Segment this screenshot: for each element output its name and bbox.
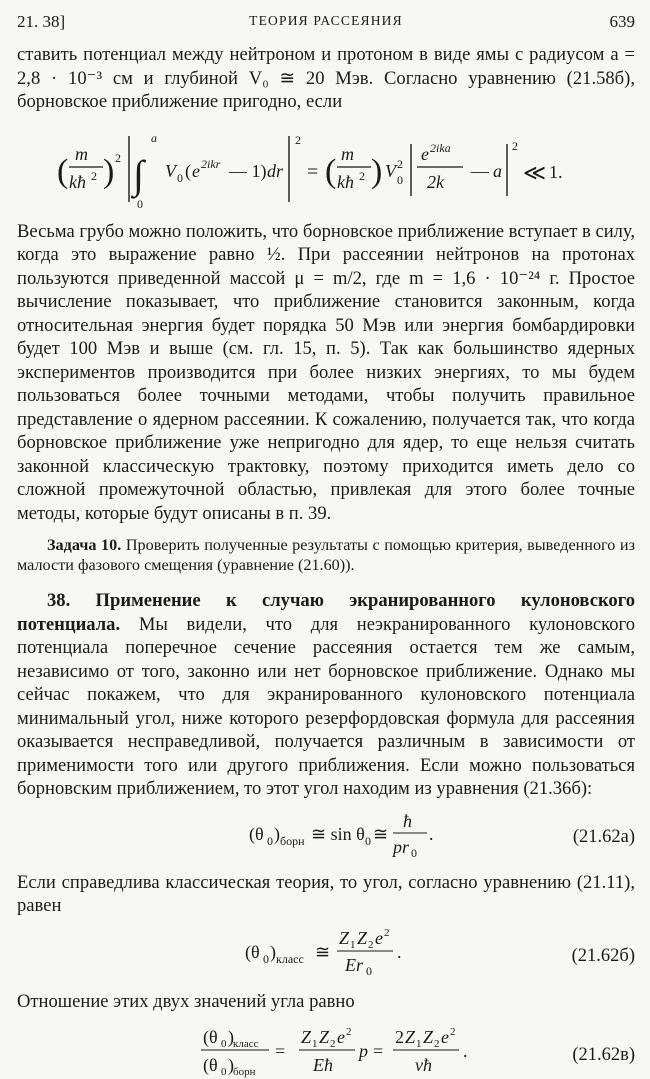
svg-text:Z: Z [423,1027,434,1047]
svg-text:V: V [165,160,176,181]
svg-text:0: 0 [221,1038,227,1050]
svg-text:— 1): — 1) [229,160,267,181]
svg-text:Z: Z [405,1027,416,1047]
svg-text:e: e [421,143,429,164]
svg-text:2: 2 [115,150,121,165]
svg-text:.: . [397,941,402,962]
equation-number: (21.62в) [572,1045,635,1065]
svg-text:2: 2 [330,1038,336,1050]
svg-text:2: 2 [384,926,390,939]
svg-text:=: = [307,160,319,183]
svg-text:ħ: ħ [403,810,412,831]
svg-text:(θ: (θ [249,823,264,844]
svg-text:≅: ≅ [373,823,389,844]
svg-text:2: 2 [359,168,365,183]
born-criterion-formula-graphic [17,122,635,214]
born-subscript: борн [280,833,305,848]
classical-subscript: класс [276,951,304,966]
svg-text:0: 0 [221,1066,227,1078]
svg-text:Eħ: Eħ [313,1055,333,1075]
svg-text:0: 0 [397,172,403,187]
svg-text:Er: Er [345,954,363,975]
svg-text:(: ( [185,160,191,181]
svg-text:2: 2 [395,1027,404,1047]
svg-text:=: = [275,1041,286,1061]
page-number: 639 [609,12,635,31]
svg-text:∫: ∫ [133,151,144,197]
svg-text:2k: 2k [427,171,444,192]
paragraph-born-validity: Весьма грубо можно положить, что борновское приближение вступает в силу, когда это выражение равно ½. При рассеянии нейтронов на протонах пользуются приведенной массой μ = m/2, где m = 1,6 · 10⁻²⁴ г. Простое вычисление показывает, что приближение становится законным, когда относительная энергия будет порядка 50 Мэв или энергия бомбардировки будет 100 Мэв и выше (см. гл. 15, п. 5). Так как большинство ядерных экспериментов производится при более низких энергиях, то мы будем пользоваться более точными методами, чтобы получить правильное представление о ядерном рассеянии. К сожалению, получается так, что когда борновское приближение уже непригодно для ядер, то еще нельзя считать законной классическую трактовку, поэтому приходится иметь дело со сложной промежуточной областью, привлекая для этого более точные методы, которые будут описаны в п. 39. [17,220,636,524]
task-label: Задача 10. [47,536,122,554]
running-header [17,10,635,36]
equation-number: (21.62а) [572,826,635,847]
svg-text:2: 2 [346,1026,352,1038]
svg-text:2ikr: 2ikr [201,156,221,171]
svg-text:1: 1 [350,938,356,951]
svg-text:): ) [371,152,383,190]
task-10 [17,535,635,575]
svg-text:1: 1 [416,1038,422,1050]
svg-text:Z: Z [339,927,350,948]
svg-text:0: 0 [366,963,372,978]
ratio-top-subscript: класс [233,1038,259,1050]
equation-number: (21.62б) [571,945,635,966]
svg-text:e: e [337,1027,345,1047]
svg-text:vħ: vħ [415,1055,432,1075]
svg-text:2: 2 [91,168,97,183]
equation-21-62b-graphic [17,920,497,978]
svg-text:): ) [270,941,276,962]
svg-text:a: a [151,130,157,145]
svg-text:.: . [429,823,434,844]
svg-text:Z: Z [357,927,368,948]
svg-text:Z: Z [301,1027,312,1047]
paragraph-classical: Если справедлива классическая теория, то угол, согласно уравнению (21.11), равен [17,871,635,916]
svg-text:0: 0 [411,845,417,860]
svg-text:(θ: (θ [245,941,260,962]
born-criterion-formula [17,122,635,214]
equation-21-62a-graphic [17,805,497,863]
section-text: Мы видели, что для неэкранированного кулоновского потенциала поперечное сечение рассеяния остается тем же самым, независимо от того, законно или нет борновское приближение. Однако мы сейчас покажем, что для экранированного кулоновского потенциала минимальный угол, ниже которого резерфордовская формула для рассеяния оказывается несправедливой, получается различным в зависимости от применимости того или другого приближения. Если можно пользоваться борновским приближением, то этот угол находим из уравнения (21.36б): [17,613,635,799]
svg-text:.: . [463,1041,468,1061]
running-title: ТЕОРИЯ РАССЕЯНИЯ [249,13,403,28]
task-text: Проверить полученные результаты с помощью критерия, выведенного из малости фазового смещения (уравнение (21.60)). [17,536,635,574]
svg-text:): ) [228,1027,234,1047]
svg-text:2: 2 [512,138,518,153]
svg-text:≅: ≅ [315,941,331,962]
svg-text:(θ: (θ [203,1027,218,1047]
svg-text:a: a [493,160,502,181]
svg-text:): ) [274,823,280,844]
svg-text:e: e [441,1027,449,1047]
svg-text:=: = [373,1041,384,1061]
paragraph-ratio: Отношение этих двух значений угла равно [17,990,355,1012]
svg-text:2: 2 [450,1026,456,1038]
svg-text:—: — [471,160,489,181]
svg-text:Z: Z [319,1027,330,1047]
svg-text:m: m [341,143,354,164]
ratio-bottom-subscript: борн [233,1066,256,1078]
svg-text:(θ: (θ [203,1055,218,1075]
svg-text:2: 2 [295,132,301,147]
paragraph-potential-well: ставить потенциал между нейтроном и протоном в виде ямы с радиусом a = 2,8 · 10⁻³ см и глубиной V₀ ≅ 20 Мэв. Согласно уравнению (21.58б), борновское приближение пригодно, если [17,44,635,112]
svg-text:0: 0 [263,951,269,966]
svg-text:1.: 1. [549,161,563,182]
svg-text:e: e [375,927,383,948]
svg-text:2: 2 [434,1038,440,1050]
svg-text:≅ sin θ: ≅ sin θ [311,823,365,844]
svg-text:2: 2 [397,156,403,171]
equation-21-62a [17,805,635,863]
svg-text:1: 1 [312,1038,318,1050]
svg-text:): ) [228,1055,234,1075]
svg-text:(: ( [325,152,337,190]
svg-text:): ) [103,152,115,190]
svg-text:0: 0 [365,833,371,848]
svg-text:0: 0 [267,833,273,848]
svg-text:e: e [192,160,200,181]
svg-text:pr: pr [393,836,410,857]
svg-text:kħ: kħ [69,171,86,192]
section-reference: 21. 38] [17,12,66,31]
page [17,10,635,1079]
svg-text:dr: dr [267,160,284,181]
equation-21-62b [17,920,635,978]
section-38 [17,589,635,801]
svg-text:2ika: 2ika [430,140,451,155]
svg-text:V: V [385,160,396,181]
svg-text:2: 2 [368,938,374,951]
svg-text:kħ: kħ [337,171,354,192]
section-title: 38. Применение к случаю экранированного кулоновского потенциала. [17,590,635,635]
svg-text:≪: ≪ [523,159,547,185]
equation-21-62v-graphic [17,1017,497,1079]
svg-text:0: 0 [177,170,183,185]
equation-21-62v [17,1017,635,1079]
svg-text:m: m [75,143,88,164]
svg-text:p: p [359,1041,368,1061]
svg-text:(: ( [57,152,69,190]
svg-text:0: 0 [137,196,143,211]
